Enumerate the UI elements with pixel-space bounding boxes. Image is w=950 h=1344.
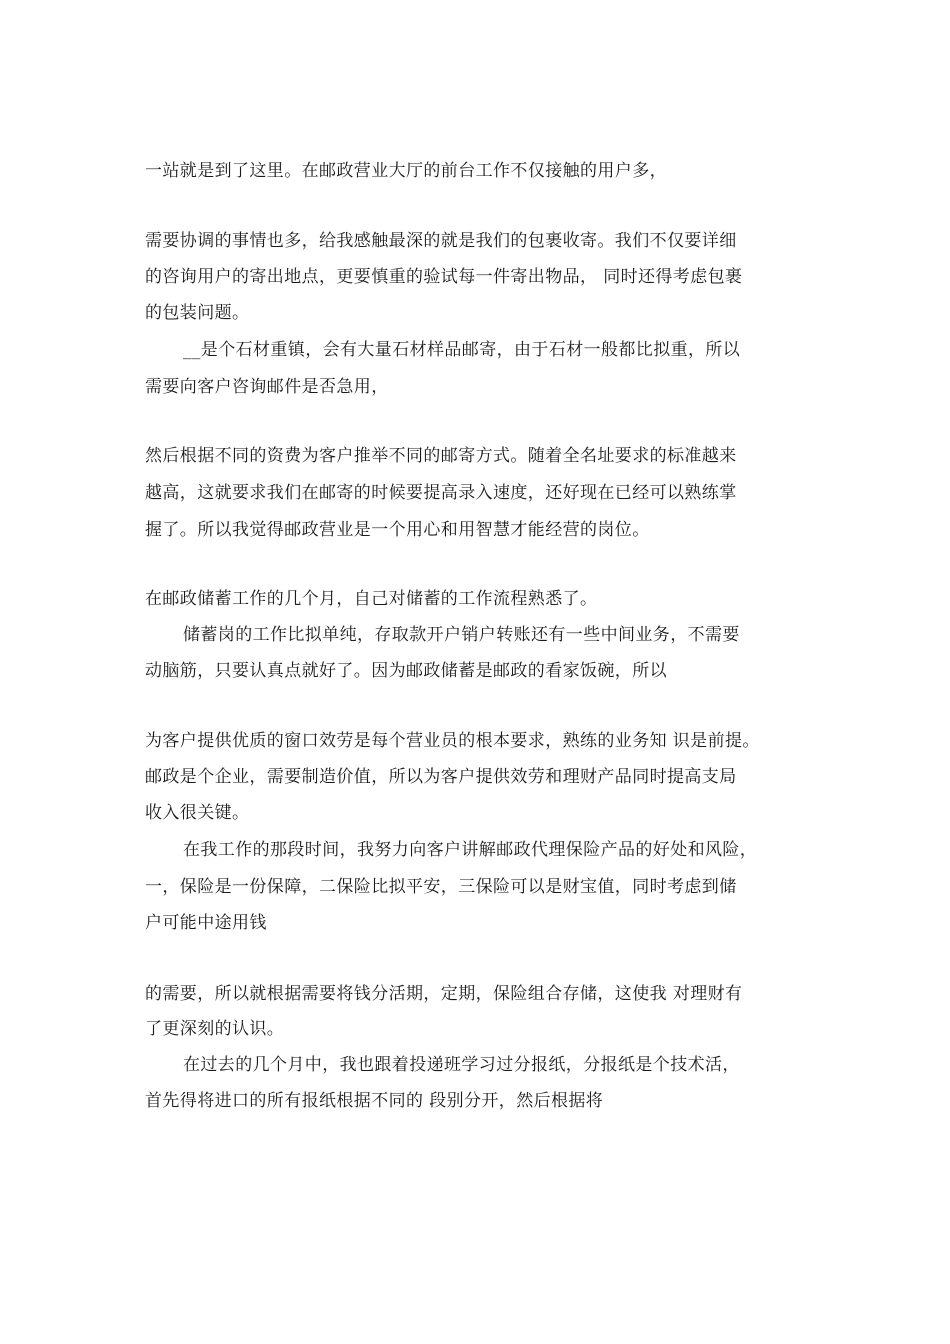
- text-line: 越高，这就要求我们在邮寄的时候要提高录入速度，还好现在已经可以熟练掌: [145, 483, 737, 503]
- text-line: 收入很关键。: [145, 803, 250, 823]
- text-line: 握了。所以我觉得邮政营业是一个用心和用智慧才能经营的岗位。: [145, 520, 650, 540]
- text-line: 为客户提供优质的窗口效劳是每个营业员的根本要求，熟练的业务知 识是前提。: [145, 731, 760, 751]
- text-line: 然后根据不同的资费为客户推举不同的邮寄方式。随着全名址要求的标准越来: [145, 446, 737, 466]
- text-line: 在邮政储蓄工作的几个月，自己对储蓄的工作流程熟悉了。: [145, 589, 598, 609]
- text-line: 需要向客户咨询邮件是否急用，: [145, 377, 389, 397]
- text-line: 储蓄岗的工作比拟单纯，存取款开户销户转账还有一些中间业务，不需要: [183, 625, 740, 645]
- text-line: 了更深刻的认识。: [145, 1019, 285, 1039]
- text-line: 一，保险是一份保障，二保险比拟平安，三保险可以是财宝值，同时考虑到储: [145, 877, 737, 897]
- text-line: 动脑筋，只要认真点就好了。因为邮政储蓄是邮政的看家饭碗，所以: [145, 661, 667, 681]
- text-line: 的咨询用户的寄出地点，更要慎重的验试每一件寄出物品， 同时还得考虑包裹: [145, 267, 743, 287]
- text-line: 一站就是到了这里。在邮政营业大厅的前台工作不仅接触的用户多，: [145, 161, 667, 181]
- text-line: 的需要，所以就根据需要将钱分活期，定期，保险组合存储，这使我 对理财有: [145, 984, 743, 1004]
- text-line: __是个石材重镇，会有大量石材样品邮寄，由于石材一般都比拟重，所以: [183, 340, 741, 360]
- text-line: 首先得将进口的所有报纸根据不同的 段别分开，然后根据将: [145, 1091, 604, 1111]
- text-line: 在过去的几个月中，我也跟着投递班学习过分报纸，分报纸是个技术活，: [183, 1055, 740, 1075]
- text-line: 户可能中途用钱: [145, 913, 267, 933]
- text-line: 邮政是个企业，需要制造价值，所以为客户提供效劳和理财产品同时提高支局: [145, 767, 737, 787]
- text-line: 需要协调的事情也多，给我感触最深的就是我们的包裹收寄。我们不仅要详细: [145, 231, 737, 251]
- text-line: 的包装问题。: [145, 303, 250, 323]
- text-line: 在我工作的那段时间，我努力向客户讲解邮政代理保险产品的好处和风险，: [183, 840, 758, 860]
